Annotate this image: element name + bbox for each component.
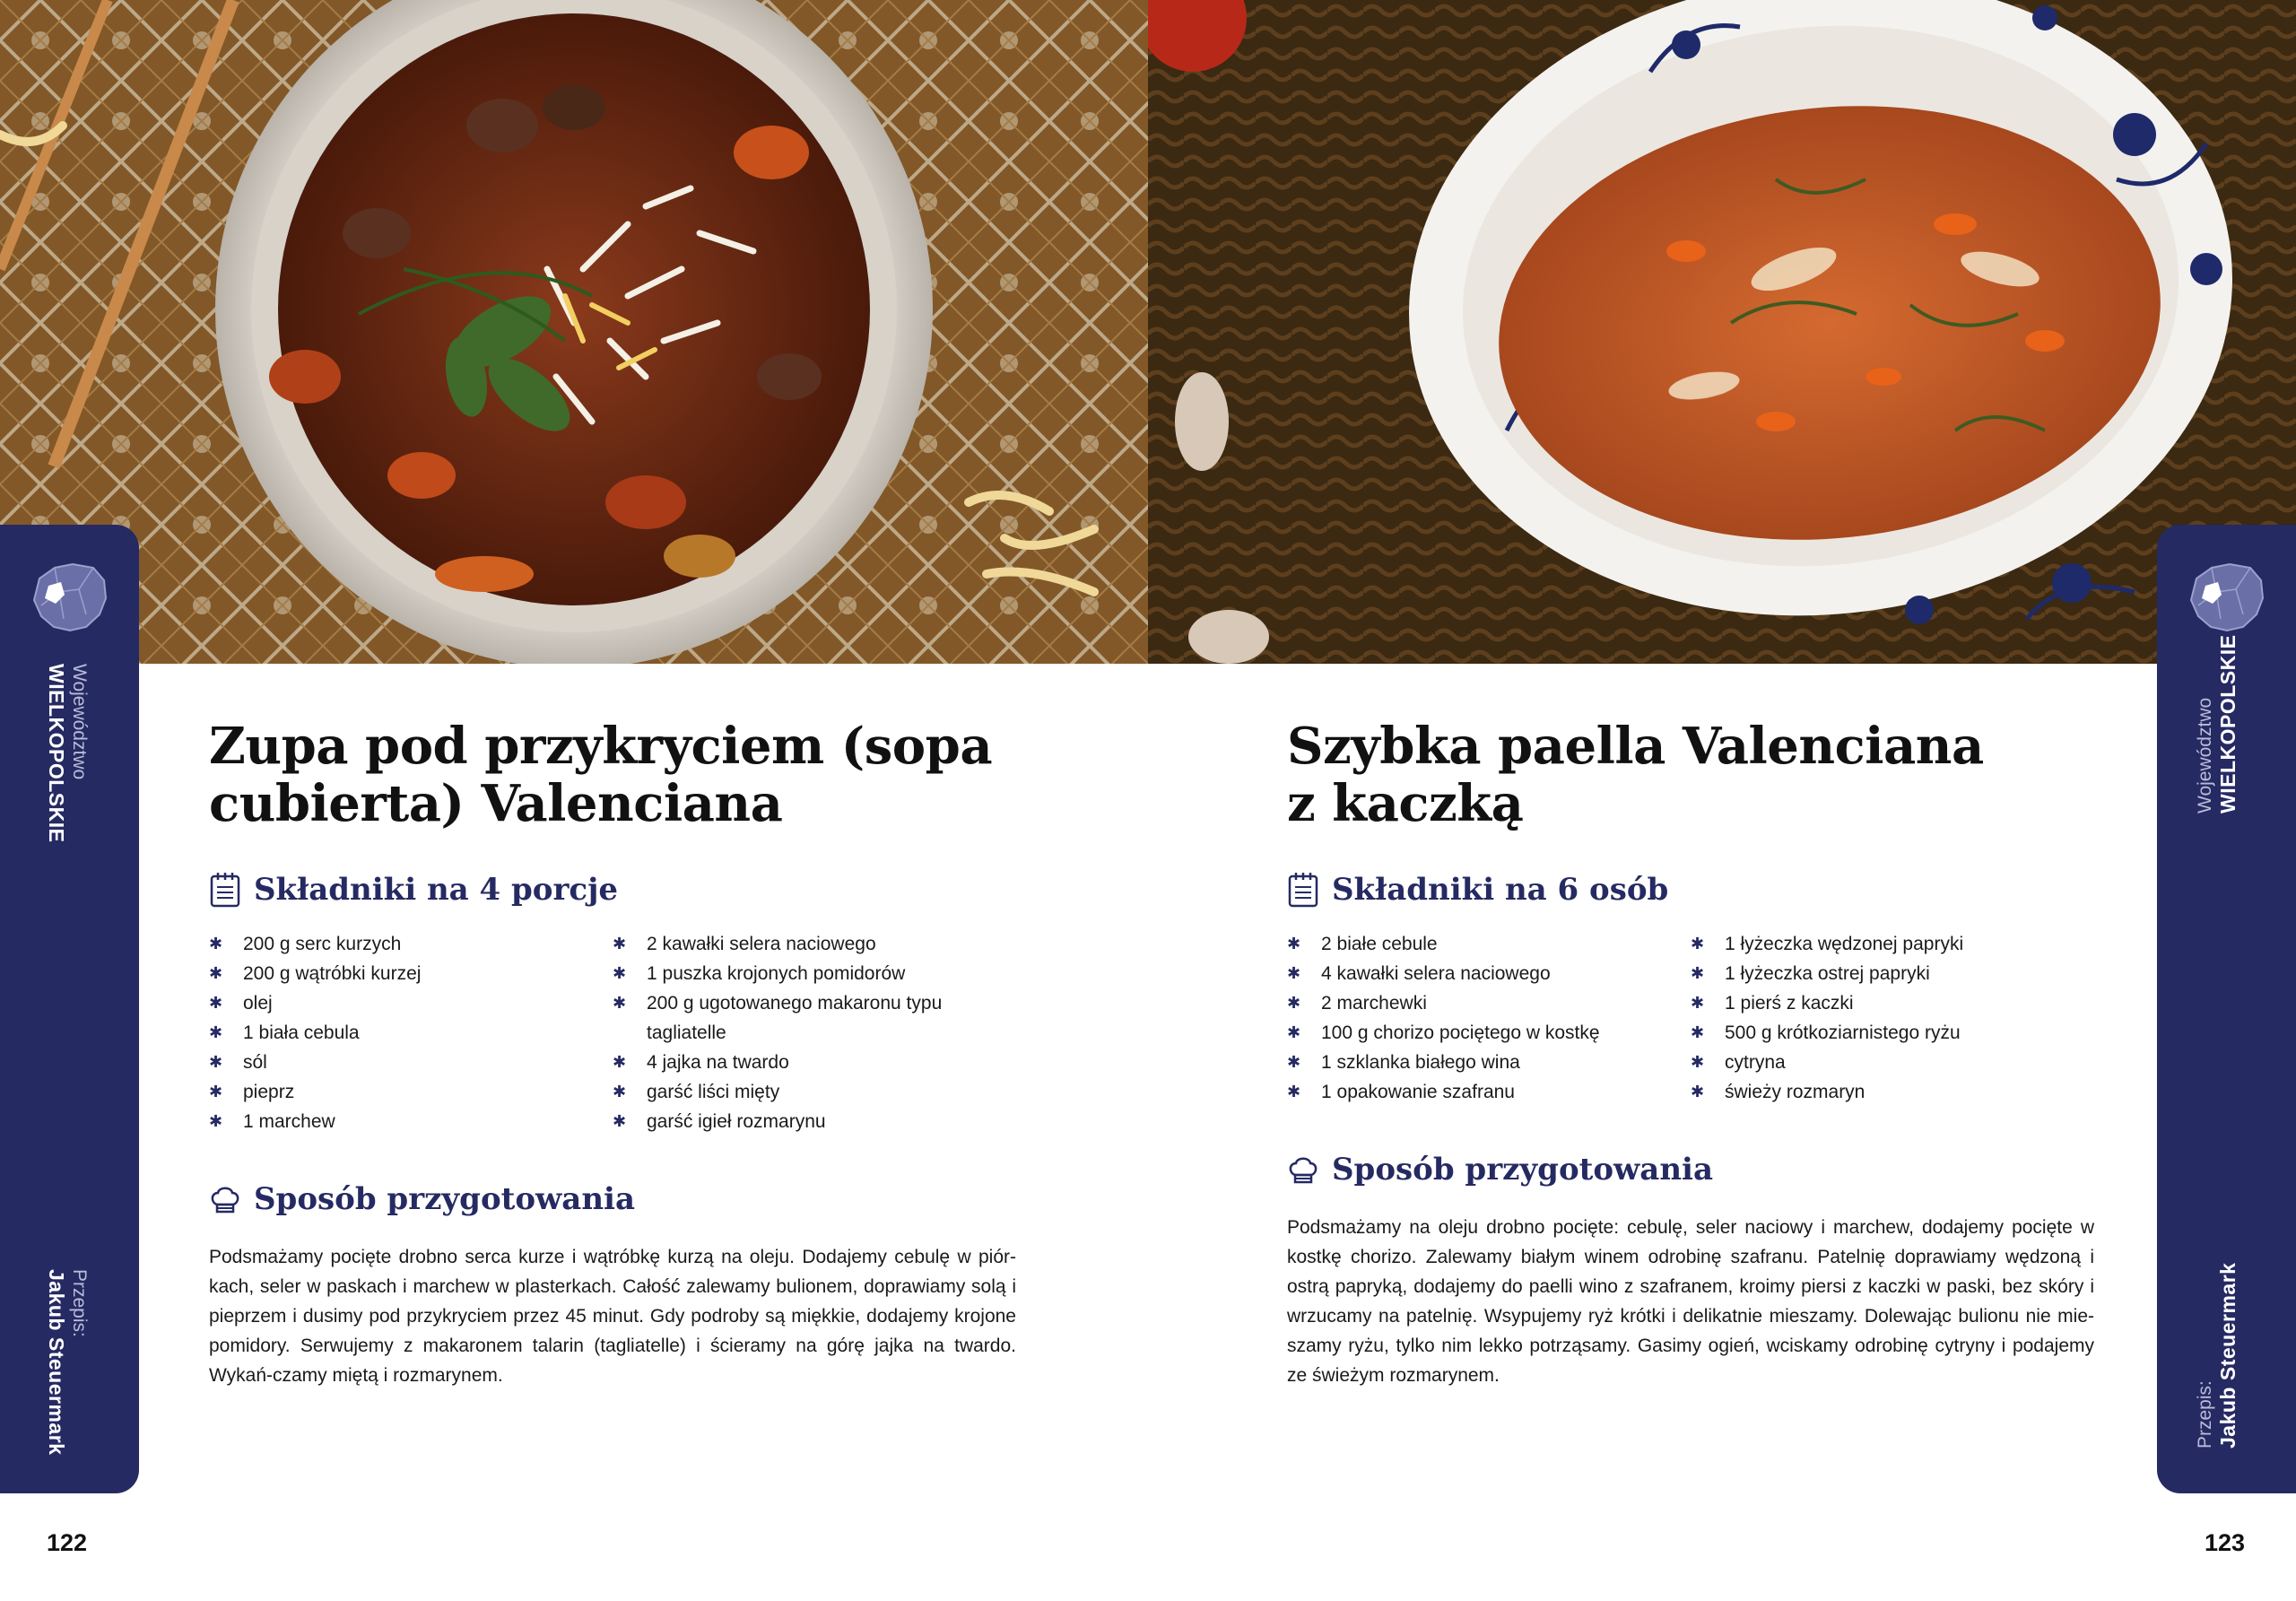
- page-number: 122: [47, 1529, 88, 1556]
- asterisk-bullet-icon: ✱: [613, 964, 627, 982]
- ingredient-item: ✱ 1 opakowanie szafranu: [1287, 1077, 1691, 1107]
- ingredient-item: ✱ 1 marchew: [209, 1107, 613, 1136]
- asterisk-bullet-icon: ✱: [1287, 1083, 1301, 1101]
- ingredient-item: ✱ garść liści mięty: [613, 1077, 1016, 1107]
- ingredients-list: [1287, 929, 2094, 1107]
- asterisk-bullet-icon: ✱: [209, 1083, 223, 1101]
- asterisk-bullet-icon: ✱: [1691, 964, 1705, 982]
- ingredients-list: [209, 929, 1016, 1136]
- paella-photo: [1148, 0, 2296, 664]
- recipe-title-line1: Szybka paella Valenciana: [1287, 717, 1984, 776]
- author-label-group: [2195, 1263, 2240, 1449]
- chef-hat-icon: [1287, 1152, 1319, 1188]
- ingredients-column-1: [1287, 929, 1691, 1107]
- author-name: Jakub Steuermark: [2216, 1262, 2239, 1449]
- asterisk-bullet-icon: ✱: [1287, 964, 1301, 982]
- notepad-icon: [1287, 872, 1319, 908]
- ingredient-item: ✱ olej: [209, 988, 613, 1018]
- asterisk-bullet-icon: ✱: [209, 994, 223, 1012]
- method-section-header: [1287, 1152, 2094, 1188]
- asterisk-bullet-icon: ✱: [613, 1053, 627, 1071]
- recipe-content: [1287, 718, 2094, 1390]
- side-tab: [0, 525, 139, 1493]
- ingredient-item: ✱ 1 szklanka białego wina: [1287, 1048, 1691, 1077]
- ingredients-column-2: [613, 929, 1016, 1136]
- asterisk-bullet-icon: ✱: [1287, 935, 1301, 953]
- asterisk-bullet-icon: ✱: [1287, 1023, 1301, 1041]
- asterisk-bullet-icon: ✱: [209, 1112, 223, 1130]
- asterisk-bullet-icon: ✱: [613, 935, 627, 953]
- ingredient-item: ✱ 4 jajka na twardo: [613, 1048, 1016, 1077]
- ingredients-column-2: [1691, 929, 2094, 1107]
- ingredient-item: ✱ 200 g serc kurzych: [209, 929, 613, 959]
- ingredient-item: ✱ 200 g ugotowanego makaronu typu tagliatelle: [613, 988, 1016, 1048]
- asterisk-bullet-icon: ✱: [1691, 1053, 1705, 1071]
- asterisk-bullet-icon: ✱: [1691, 1023, 1705, 1041]
- asterisk-bullet-icon: ✱: [1287, 994, 1301, 1012]
- ingredient-item: ✱ świeży rozmaryn: [1691, 1077, 2094, 1107]
- ingredient-item: ✱ 2 kawałki selera naciowego: [613, 929, 1016, 959]
- recipe-title: [209, 718, 1016, 832]
- method-text: Podsmażamy na oleju drobno pocięte: cebulę, seler naciowy i marchew, dodajemy pocięte w kostkę chorizo. Zalewamy białym winem odrobinę szafranu. Patelnię doprawiamy wędzoną i ostrą papryką, dodajemy do paelli wino z szafranem, kroimy piersi z kaczki w paski, bez skóry i wrzucamy na patelnię. Wsypujemy ryż krótki i delikatnie mieszamy. Dolewając bulionu nie mie-szamy ryżu, tylko nim lekko potrząsamy. Gasimy ogień, wciskamy odrobinę cytryny i podajemy ze świeżym rozmarynem.: [1287, 1217, 2094, 1386]
- ingredient-item: ✱ 1 pierś z kaczki: [1691, 988, 2094, 1018]
- ingredient-item: ✱ 2 białe cebule: [1287, 929, 1691, 959]
- notepad-icon: [209, 872, 241, 908]
- method-section-header: [209, 1181, 1016, 1217]
- author-name: Jakub Steuermark: [45, 1269, 68, 1456]
- region-label: Województwo: [69, 664, 90, 780]
- method-heading: Sposób przygotowania: [254, 1181, 635, 1217]
- asterisk-bullet-icon: ✱: [209, 1053, 223, 1071]
- recipe-content: [209, 718, 1016, 1390]
- asterisk-bullet-icon: ✱: [1691, 935, 1705, 953]
- author-label: Przepis:: [2195, 1380, 2215, 1449]
- asterisk-bullet-icon: ✱: [209, 1023, 223, 1041]
- ingredient-item: ✱ 4 kawałki selera naciowego: [1287, 959, 1691, 988]
- ingredients-heading: Składniki na 6 osób: [1332, 872, 1669, 908]
- region-name: WIELKOPOLSKIE: [2216, 634, 2239, 814]
- side-tab: [2157, 525, 2296, 1493]
- ingredient-item: ✱ 1 łyżeczka ostrej papryki: [1691, 959, 2094, 988]
- recipe-title: [1287, 718, 2094, 832]
- ingredient-item: ✱ 200 g wątróbki kurzej: [209, 959, 613, 988]
- author-label: Przepis:: [69, 1269, 90, 1337]
- recipe-title-line2: z kaczką: [1287, 774, 1524, 833]
- asterisk-bullet-icon: ✱: [1287, 1053, 1301, 1071]
- ingredient-item: ✱ 500 g krótkoziarnistego ryżu: [1691, 1018, 2094, 1048]
- ingredients-column-1: [209, 929, 613, 1136]
- region-label: Województwo: [2195, 697, 2215, 814]
- recipe-title-line2: cubierta) Valenciana: [209, 774, 783, 833]
- method-text: Podsmażamy pocięte drobno serca kurze i wątróbkę kurzą na oleju. Dodajemy cebulę w piór-kach, seler w paskach i marchew w plasterkach. Całość zalewamy bulionem, doprawiamy solą i pieprzem i dusimy pod przykryciem przez 45 minut. Gdy podroby są miękkie, dodajemy krojone pomidory. Serwujemy z makaronem talarin (tagliatelle) i ścieramy na górę jajka na twardo. Wykań-czamy miętą i rozmarynem.: [209, 1247, 1016, 1386]
- ingredient-item: ✱ 1 biała cebula: [209, 1018, 613, 1048]
- ingredient-item: ✱ 1 puszka krojonych pomidorów: [613, 959, 1016, 988]
- ingredients-section-header: [209, 872, 1016, 908]
- poland-map-icon: [23, 552, 113, 641]
- chef-hat-icon: [209, 1181, 241, 1217]
- asterisk-bullet-icon: ✱: [613, 1112, 627, 1130]
- ingredient-item: ✱ 1 łyżeczka wędzonej papryki: [1691, 929, 2094, 959]
- asterisk-bullet-icon: ✱: [1691, 1083, 1705, 1101]
- ingredient-item: ✱ 100 g chorizo pociętego w kostkę: [1287, 1018, 1691, 1048]
- region-name: WIELKOPOLSKIE: [45, 664, 68, 843]
- ingredients-section-header: [1287, 872, 2094, 908]
- asterisk-bullet-icon: ✱: [209, 935, 223, 953]
- ingredient-item: ✱ pieprz: [209, 1077, 613, 1107]
- region-label-group: [44, 664, 90, 842]
- recipe-title-line1: Zupa pod przykryciem (sopa: [209, 717, 993, 776]
- ingredient-item: ✱ 2 marchewki: [1287, 988, 1691, 1018]
- soup-photo: [0, 0, 1148, 664]
- right-page: [1148, 0, 2296, 1601]
- ingredient-item: ✱ sól: [209, 1048, 613, 1077]
- page-number: 123: [2205, 1529, 2246, 1556]
- ingredients-heading: Składniki na 4 porcje: [254, 872, 619, 908]
- author-label-group: [44, 1269, 90, 1455]
- asterisk-bullet-icon: ✱: [1691, 994, 1705, 1012]
- method-heading: Sposób przygotowania: [1332, 1152, 1713, 1188]
- poland-map-icon: [2180, 552, 2270, 641]
- ingredient-item: ✱ cytryna: [1691, 1048, 2094, 1077]
- region-label-group: [2195, 635, 2240, 814]
- asterisk-bullet-icon: ✱: [613, 994, 627, 1012]
- asterisk-bullet-icon: ✱: [209, 964, 223, 982]
- ingredient-item: ✱ garść igieł rozmarynu: [613, 1107, 1016, 1136]
- asterisk-bullet-icon: ✱: [613, 1083, 627, 1101]
